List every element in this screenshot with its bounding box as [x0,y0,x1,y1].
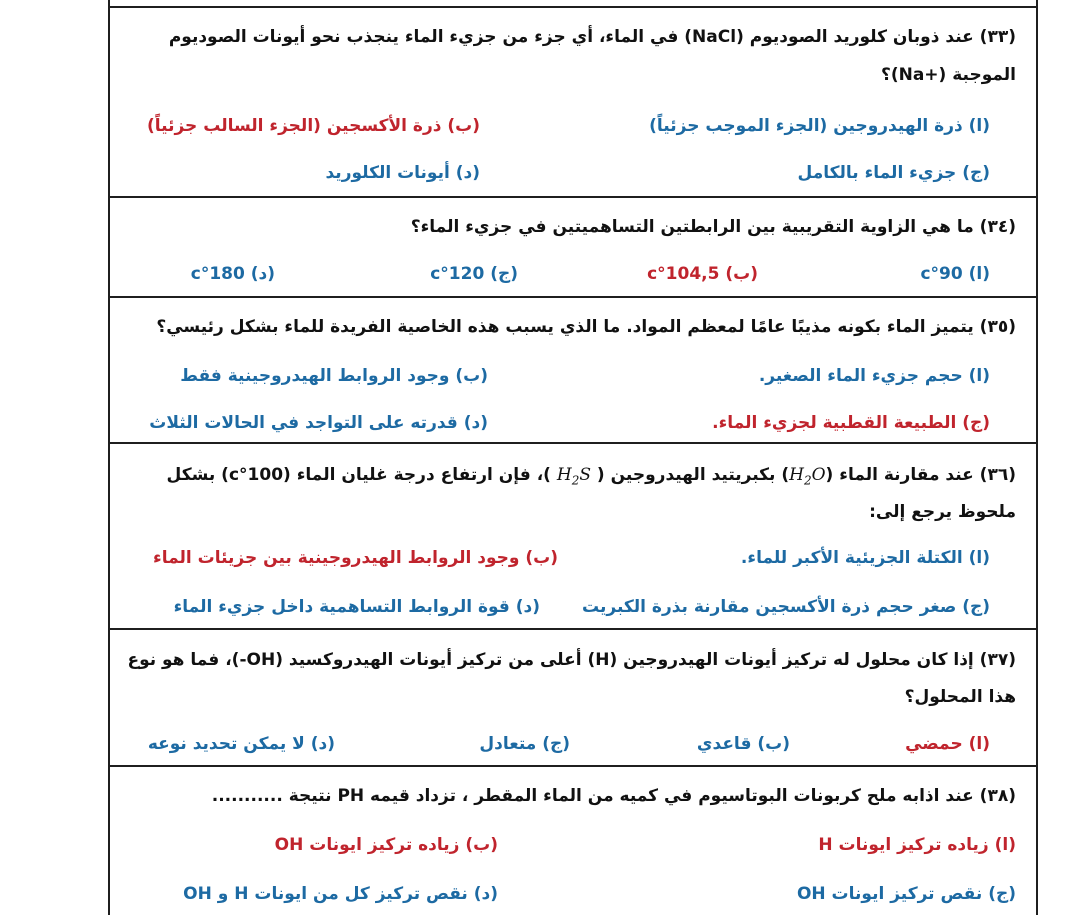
question-34-line1: (٣٤) ما هي الزاوية التقريبية بين الرابطتين التساهميتين في جزيء الماء؟ [410,217,1016,237]
q37-option-a[interactable]: (ا) حمضي [905,734,990,754]
q34-option-c[interactable]: (ج) 120°c [430,264,518,284]
q33-option-b[interactable]: (ب) ذرة الأكسجين (الجزء السالب جزئياً) [147,116,480,136]
question-37-line1: (٣٧) إذا كان محلول له تركيز أيونات الهيدروجين (H) أعلى من تركيز أيونات الهيدروكسيد (OH-)، فما هو نوع [127,650,1016,670]
q37-option-b[interactable]: (ب) قاعدي [696,734,790,754]
q36-option-b[interactable]: (ب) وجود الروابط الهيدروجينية بين جزيئات الماء [153,548,558,568]
formula-water: $H_2O$ [789,465,826,488]
q34-option-b[interactable]: (ب) 104,5°c [647,264,758,284]
question-35-line1: (٣٥) يتميز الماء بكونه مذيبًا عامًا لمعظم المواد. ما الذي يسبب هذه الخاصية الفريدة للماء بشكل رئيسي؟ [156,317,1016,337]
q35-option-d[interactable]: (د) قدرته على التواجد في الحالات الثلاث [149,413,488,433]
q37-option-d[interactable]: (د) لا يمكن تحديد نوعه [147,734,335,754]
separator-q37 [108,765,1038,767]
q36-option-d[interactable]: (د) قوة الروابط التساهمية داخل جزيء الماء [173,597,540,617]
question-36-line1: (٣٦) عند مقارنة الماء $(H_2O)$ بكبريتيد الهيدروجين ( $H_2S$ )، فإن ارتفاع درجة غليان الماء (100°c) بشكل [166,465,1016,488]
q38-option-a[interactable]: (ا) زياده تركيز ايونات H [818,835,1016,855]
q36-text-part3: ، فإن ارتفاع درجة غليان الماء (100°c) بشكل [166,465,544,485]
q37-option-c[interactable]: (ج) متعادل [479,734,570,754]
separator-top [108,6,1038,8]
q35-option-c[interactable]: (ج) الطبيعة القطبية لجزيء الماء. [712,413,990,433]
q35-option-a[interactable]: (ا) حجم جزيء الماء الصغير. [758,366,990,386]
q33-option-c[interactable]: (ج) جزيء الماء بالكامل [797,163,990,183]
q34-option-a[interactable]: (ا) 90°c [920,264,990,284]
q36-text-part2: بكبريتيد الهيدروجين [610,465,776,485]
question-33-line1: (٣٣) عند ذوبان كلوريد الصوديوم (NaCl) في الماء، أي جزء من جزيء الماء ينجذب نحو أيونات الصوديوم [168,27,1016,47]
separator-q33 [108,196,1038,198]
formula-h2s: $H_2S$ [556,465,591,488]
question-38-line1: (٣٨) عند اذابه ملح كربونات البوتاسيوم في كميه من الماء المقطر ، تزداد قيمه PH نتيجة ........... [211,786,1016,806]
question-33-line2: الموجبة (+Na)؟ [880,65,1016,85]
q38-option-c[interactable]: (ج) نقص تركيز ايونات OH [796,884,1016,904]
q33-option-d[interactable]: (د) أيونات الكلوريد [325,163,480,183]
q36-option-c[interactable]: (ج) صغر حجم ذرة الأكسجين مقارنة بذرة الكبريت [582,597,990,617]
q34-option-d[interactable]: (د) 180°c [190,264,275,284]
q38-option-b[interactable]: (ب) زياده تركيز ايونات OH [274,835,498,855]
separator-q34 [108,296,1038,298]
q35-option-b[interactable]: (ب) وجود الروابط الهيدروجينية فقط [180,366,488,386]
q36-text-part1: (٣٦) عند مقارنة الماء [839,465,1016,485]
q36-option-a[interactable]: (ا) الكتلة الجزيئية الأكبر للماء. [740,548,990,568]
separator-q35 [108,442,1038,444]
q33-option-a[interactable]: (ا) ذرة الهيدروجين (الجزء الموجب جزئياً) [649,116,990,136]
q38-option-d[interactable]: (د) نقص تركيز كل من ايونات H و OH [183,884,498,904]
question-37-line2: هذا المحلول؟ [904,687,1016,707]
question-36-line2: ملحوظ يرجع إلى: [869,502,1016,522]
separator-q36 [108,628,1038,630]
